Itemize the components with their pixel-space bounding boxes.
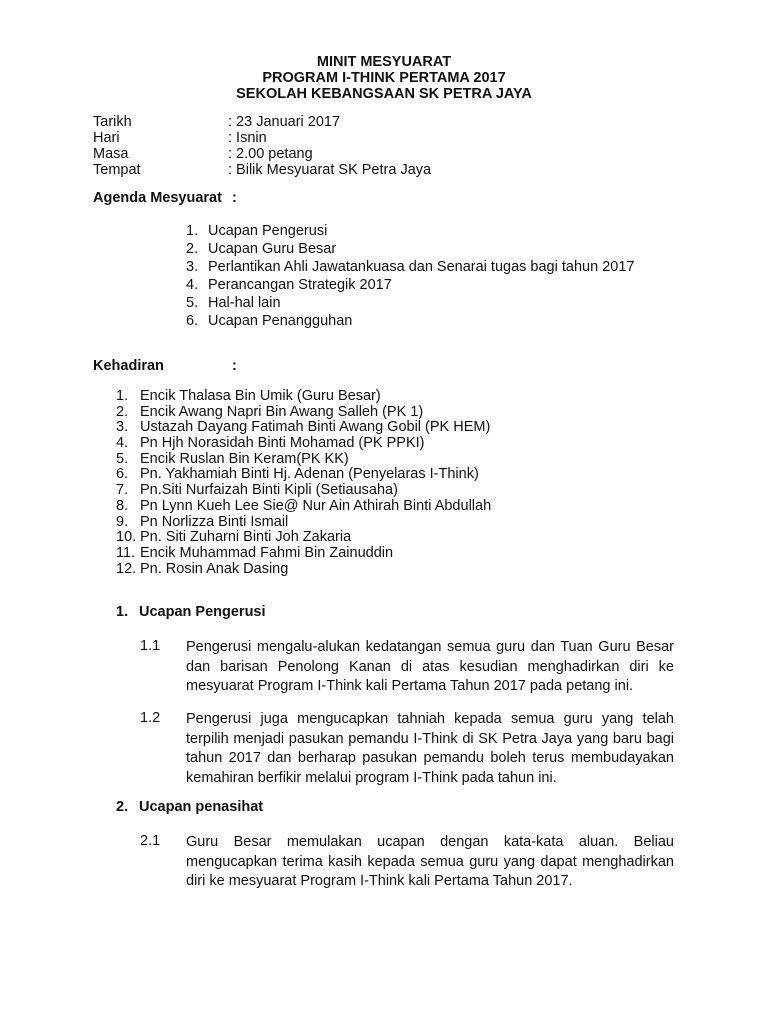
agenda-heading-colon: : [232, 190, 237, 206]
agenda-item [186, 240, 634, 258]
paragraph-number: 1.1 [140, 638, 161, 654]
attendance-heading [93, 358, 237, 375]
paragraph-1-1 [140, 638, 674, 697]
attendee-name: Pn Norlizza Binti Ismail [140, 513, 289, 530]
info-value: : Isnin [228, 130, 267, 146]
info-value: : Bilik Mesyuarat SK Petra Jaya [228, 162, 432, 178]
attendee [116, 420, 491, 436]
section-heading-2 [116, 799, 263, 816]
attendee [116, 530, 491, 546]
item-number: 12. [116, 560, 137, 577]
item-number: 7. [116, 482, 129, 499]
info-value: : 2.00 petang [228, 146, 313, 162]
item-number: 1. [116, 388, 129, 404]
section-heading-1 [116, 604, 266, 621]
attendance-list [116, 389, 491, 577]
paragraph-number: 2.1 [140, 833, 161, 849]
item-number: 5. [116, 450, 129, 467]
attendee [116, 452, 491, 468]
agenda-item [186, 294, 634, 312]
attendee-name: Pn.Siti Nurfaizah Binti Kipli (Setiausaha) [140, 482, 398, 499]
item-number: 3. [186, 259, 199, 275]
item-number: 4. [186, 277, 199, 293]
attendee [116, 436, 491, 452]
agenda-list [186, 222, 634, 330]
section-number: 1. [116, 604, 129, 620]
attendee-name: Encik Thalasa Bin Umik (Guru Besar) [140, 388, 381, 404]
attendee [116, 405, 491, 421]
info-row-hari [93, 130, 431, 146]
item-number: 9. [116, 513, 129, 530]
item-number: 6. [116, 466, 129, 483]
item-number: 2. [116, 403, 129, 420]
attendee-name: Encik Awang Napri Bin Awang Salleh (PK 1) [140, 403, 424, 420]
attendee-name: Pn. Siti Zuharni Binti Joh Zakaria [140, 529, 352, 546]
attendee-name: Encik Muhammad Fahmi Bin Zainuddin [140, 544, 394, 561]
item-text: Perancangan Strategik 2017 [208, 277, 392, 293]
attendee [116, 389, 491, 405]
item-text: Ucapan Guru Besar [208, 241, 337, 257]
item-number: 2. [186, 241, 199, 257]
attendee [116, 483, 491, 499]
meeting-info [93, 114, 431, 178]
item-number: 4. [116, 435, 129, 452]
attendee [116, 562, 491, 578]
item-number: 3. [116, 419, 129, 436]
paragraph-text: Guru Besar memulakan ucapan dengan kata-kata aluan. Beliau mengucapkan terima kasih kepada semua guru yang dapat menghadirkan diri ke mesyuarat Program I-Think kali Pertama Tahun 2017. [186, 834, 674, 889]
agenda-item [186, 258, 634, 276]
attendee [116, 467, 491, 483]
attendee-name: Pn. Yakhamiah Binti Hj. Adenan (Penyelaras I-Think) [140, 466, 479, 483]
agenda-item [186, 312, 634, 330]
attendee-name: Pn Hjh Norasidah Binti Mohamad (PK PPKI) [140, 435, 425, 452]
info-row-masa [93, 146, 431, 162]
agenda-heading-label: Agenda Mesyuarat [93, 190, 222, 206]
item-text: Hal-hal lain [208, 295, 281, 311]
item-number: 5. [186, 295, 199, 311]
info-value: : 23 Januari 2017 [228, 114, 341, 130]
attendance-heading-label: Kehadiran [93, 358, 164, 374]
item-text: Perlantikan Ahli Jawatankuasa dan Senarai tugas bagi tahun 2017 [208, 259, 635, 275]
section-title: Ucapan penasihat [139, 799, 264, 815]
attendee-name: Ustazah Dayang Fatimah Binti Awang Gobil (PK HEM) [140, 419, 491, 436]
paragraph-1-2 [140, 710, 674, 788]
info-key: Tempat [93, 162, 141, 178]
attendee-name: Pn. Rosin Anak Dasing [140, 560, 289, 577]
agenda-item [186, 222, 634, 240]
paragraph-2-1 [140, 833, 674, 892]
paragraph-number: 1.2 [140, 710, 161, 726]
section-title: Ucapan Pengerusi [139, 604, 266, 620]
attendee-name: Encik Ruslan Bin Keram(PK KK) [140, 450, 349, 467]
item-text: Ucapan Pengerusi [208, 223, 328, 239]
item-number: 10. [116, 529, 137, 546]
title-line-1: MINIT MESYUARAT [316, 54, 452, 70]
info-key: Tarikh [93, 114, 132, 130]
attendee [116, 515, 491, 531]
attendee [116, 499, 491, 515]
item-number: 1. [186, 223, 199, 239]
info-key: Masa [93, 146, 129, 162]
info-row-tempat [93, 162, 431, 178]
info-row-tarikh [93, 114, 431, 130]
item-number: 8. [116, 497, 129, 514]
agenda-heading [93, 190, 237, 207]
paragraph-text: Pengerusi juga mengucapkan tahniah kepada semua guru yang telah terpilih menjadi pasukan pemandu I-Think di SK Petra Jaya yang baru bagi tahun 2017 dan berharap pasukan pemandu boleh terus membudayakan kemahiran berfikir melalui program I-Think pada tahun ini. [186, 711, 674, 786]
paragraph-text: Pengerusi mengalu-alukan kedatangan semua guru dan Tuan Guru Besar dan barisan Penolong Kanan di atas kesudian menghadirkan diri ke mesyuarat Program I-Think kali Pertama Tahun 2017 pada petang ini. [186, 639, 674, 694]
title-line-3: SEKOLAH KEBANGSAAN SK PETRA JAYA [236, 86, 532, 102]
title-line-2: PROGRAM I-THINK PERTAMA 2017 [262, 70, 506, 86]
section-number: 2. [116, 799, 129, 815]
item-number: 6. [186, 313, 199, 329]
document-title [0, 54, 768, 102]
attendee [116, 546, 491, 562]
attendee-name: Pn Lynn Kueh Lee Sie@ Nur Ain Athirah Binti Abdullah [140, 497, 492, 514]
attendance-heading-colon: : [232, 358, 237, 374]
info-key: Hari [93, 130, 120, 146]
agenda-item [186, 276, 634, 294]
item-number: 11. [116, 544, 136, 561]
item-text: Ucapan Penangguhan [208, 313, 353, 329]
